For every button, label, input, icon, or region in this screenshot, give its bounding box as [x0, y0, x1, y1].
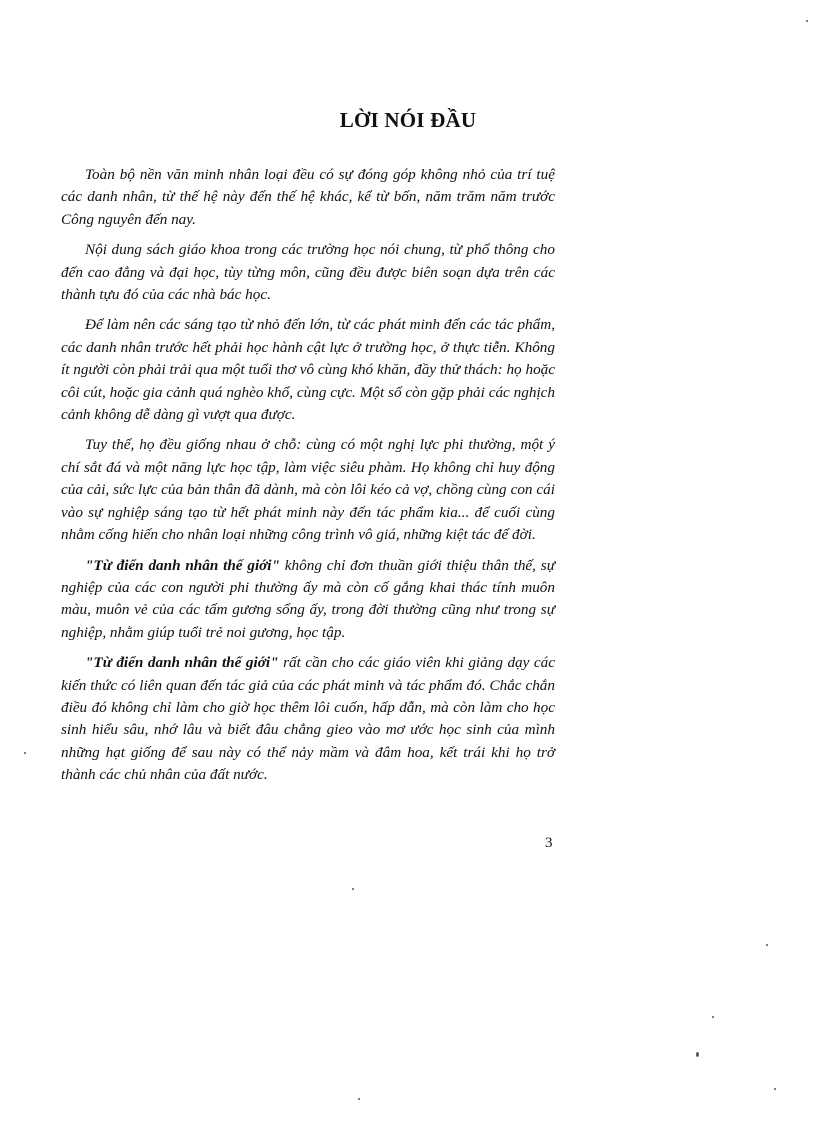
scan-speck	[712, 1016, 714, 1018]
paragraph-6-text: rất cần cho các giáo viên khi giảng dạy các kiến thức có liên quan đến tác giả của các phát minh và tác phẩm đó. Chắc chắn điều đó không chỉ làm cho giờ học thêm lôi cuốn, hấp dẫn, mà còn làm cho học sinh hiểu sâu, nhớ lâu và biết đâu chẳng gieo vào mơ ước học sinh của mình những hạt giống để sau này có thể nảy mầm và đâm hoa, kết trái khi họ trở thành các chủ nhân của đất nước.	[61, 654, 555, 784]
scan-speck	[24, 752, 26, 754]
paragraph-1: Toàn bộ nền văn minh nhân loại đều có sự đóng góp không nhỏ của trí tuệ các danh nhân, từ thế hệ này đến thế hệ khác, kể từ bốn, năm trăm năm trước Công nguyên đến nay.	[61, 166, 555, 228]
paragraph-4: Tuy thế, họ đều giống nhau ở chỗ: cùng có một nghị lực phi thường, một ý chí sắt đá và một năng lực học tập, làm việc siêu phàm. Họ không chỉ huy động của cải, sức lực của bản thân đã dành, mà còn lôi kéo cả vợ, chồng cùng con cái vào sự nghiệp sáng tạo từ hết phát minh này đến tác phẩm kia... để cuối cùng nhằm cống hiến cho nhân loại những công trình vô giá, những kiệt tác để đời.	[61, 436, 555, 544]
scan-speck	[766, 944, 768, 946]
paragraph-6	[61, 652, 555, 786]
book-title-ref: "Từ điển danh nhân thế giới"	[85, 654, 279, 672]
scan-speck	[696, 1052, 699, 1057]
paragraph-3: Để làm nên các sáng tạo từ nhỏ đến lớn, từ các phát minh đến các tác phẩm, các danh nhân trước hết phải học hành cật lực ở trường học, ở thực tiễn. Không ít người còn phải trải qua một tuổi thơ vô cùng khó khăn, đầy thử thách: họ hoặc côi cút, hoặc gia cảnh quá nghèo khổ, cùng cực. Một số còn gặp phải các nghịch cảnh không dễ dàng gì vượt qua được.	[61, 316, 555, 424]
scan-speck	[352, 888, 354, 890]
paragraph-5	[61, 555, 555, 645]
book-title-ref: "Từ điển danh nhân thế giới"	[85, 556, 280, 574]
page-number: 3	[545, 835, 553, 851]
paragraph-2: Nội dung sách giáo khoa trong các trường học nói chung, từ phổ thông cho đến cao đẳng và đại học, tùy từng môn, cũng đều được biên soạn dựa trên các thành tựu đó của các nhà bác học.	[61, 241, 555, 304]
scan-speck	[806, 20, 808, 22]
paragraph-5-text: không chỉ đơn thuần giới thiệu thân thế, sự nghiệp của các con người phi thường ấy mà còn cố gắng khai thác tính muôn màu, muôn vẻ của các tấm gương sống ấy, trong đời thường cũng như trong sự nghiệp, nhằm giúp tuổi trẻ noi gương, học tập.	[61, 556, 555, 641]
scan-speck	[774, 1088, 776, 1090]
body-text	[61, 164, 555, 795]
page-title: LỜI NÓI ĐẦU	[339, 108, 477, 132]
scan-speck	[358, 1098, 360, 1100]
